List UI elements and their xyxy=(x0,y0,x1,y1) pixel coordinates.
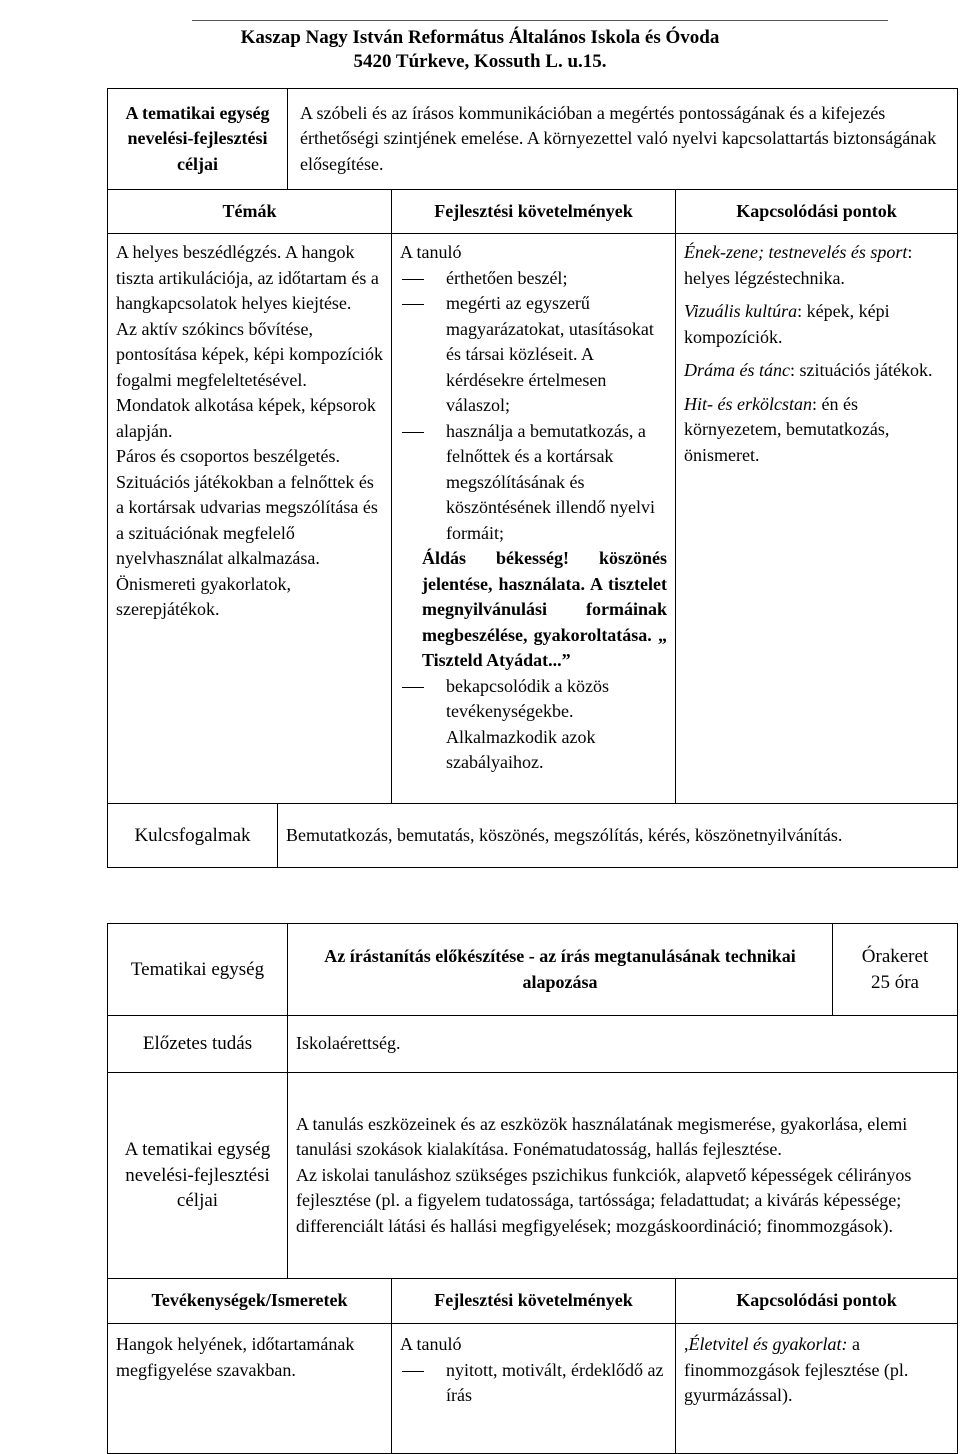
requirements-cell-2 xyxy=(392,1324,676,1454)
connections-cell-2 xyxy=(676,1324,958,1454)
connection-item xyxy=(684,392,949,469)
key-label: Kulcsfogalmak xyxy=(108,804,278,868)
section2 xyxy=(107,923,958,1454)
student-intro-2: A tanuló xyxy=(400,1334,462,1354)
section2-unit-table xyxy=(107,923,958,1016)
goals-label-2: A tematikai egység nevelési-fejlesztési céljai xyxy=(108,1073,288,1279)
connection-text: : helyes légzéstechnika. xyxy=(684,242,913,288)
requirement-item: használja a bemutatkozás, a felnőttek és a kortársak megszólításának és köszöntésének illendő nyelvi formáit; xyxy=(400,419,667,547)
connection-item xyxy=(684,358,949,384)
section1-goals-table xyxy=(107,88,958,190)
section2-main-table xyxy=(107,1278,958,1454)
topic-item: Páros és csoportos beszélgetés. xyxy=(116,446,340,466)
connections-cell xyxy=(676,234,958,804)
goals-cell-2 xyxy=(288,1073,958,1279)
prior-label: Előzetes tudás xyxy=(108,1016,288,1073)
requirements-list xyxy=(400,266,667,547)
requirement-item: nyitott, motivált, érdeklődő az írás xyxy=(400,1358,667,1409)
connection-text: a finommozgások fejlesztése (pl. gyurmázással). xyxy=(684,1334,909,1405)
requirements-cell xyxy=(392,234,676,804)
connection-text: : szituációs játékok. xyxy=(790,360,933,380)
header-connections-2: Kapcsolódási pontok xyxy=(676,1279,958,1324)
goals-label: A tematikai egység nevelési-fejlesztési céljai xyxy=(108,89,288,190)
connection-subject: Vizuális kultúra xyxy=(684,301,798,321)
hours-value: 25 óra xyxy=(870,971,919,993)
requirement-item: érthetően beszél; xyxy=(400,266,667,292)
topics-cell xyxy=(108,234,392,804)
connection-item xyxy=(684,299,949,350)
section2-prior-table xyxy=(107,1015,958,1073)
hours-label: Órakeret xyxy=(861,946,929,967)
student-intro: A tanuló xyxy=(400,242,462,262)
header-requirements-2: Fejlesztési követelmények xyxy=(392,1279,676,1324)
school-name: Kaszap Nagy István Református Általános Iskola és Óvoda xyxy=(240,27,720,48)
school-address: 5420 Túrkeve, Kossuth L. u.15. xyxy=(353,51,607,72)
goals-paragraph: Az iskolai tanuláshoz szükséges pszichikus funkciók, alapvető képességek célirányos fejlesztése (pl. a figyelem tudatossága, tartóssága; feladattudat; a kivárás képessége; differenciált látási és hallási megfigyelések; mozgáskoordináció; finommozgások). xyxy=(296,1164,912,1236)
topic-item: Az aktív szókincs bővítése, pontosítása képek, képi kompozíciók fogalmi megfeleltetésével. xyxy=(116,318,383,390)
connection-subject: Ének-zene; testnevelés és sport xyxy=(684,242,908,262)
connection-subject: Életvitel és gyakorlat: xyxy=(688,1334,848,1354)
section1 xyxy=(107,88,958,868)
header-rule xyxy=(192,20,888,21)
topic-item: A helyes beszédlégzés. A hangok tiszta artikulációja, az időtartam és a hangkapcsolatok helyes kiejtése. xyxy=(116,242,379,313)
connection-text: : képek, képi kompozíciók. xyxy=(684,301,890,347)
connection-text: : én és környezetem, bemutatkozás, önismeret. xyxy=(684,393,890,465)
goals-text: A szóbeli és az írásos kommunikációban a megértés pontosságának és a kifejezés érthetőségi szintjének emelése. A környezettel való nyelvi kapcsolattartás biztonságának elősegítése. xyxy=(288,89,958,190)
connection-subject: Hit- és erkölcstan xyxy=(684,393,812,414)
requirements-list-3 xyxy=(400,1358,667,1409)
school-header xyxy=(0,26,960,74)
header-activities: Tevékenységek/Ismeretek xyxy=(108,1279,392,1324)
activity-cell: Hangok helyének, időtartamának megfigyelése szavakban. xyxy=(108,1324,392,1454)
section1-key-table xyxy=(107,803,958,868)
topic-item: Szituációs játékokban a felnőttek és a kortársak udvarias megszólítása és a szituációnak megfelelő nyelvhasználat alkalmazása. xyxy=(116,471,378,568)
requirement-item: bekapcsolódik a közös tevékenységekbe. Alkalmazkodik azok szabályaihoz. xyxy=(400,674,667,776)
hours-cell xyxy=(833,924,958,1016)
goals-paragraph: A tanulás eszközeinek és az eszközök használatának megismerése, gyakorlása, elemi tanulási szokások kialakítása. Fonématudatosság, hallás fejlesztése. xyxy=(296,1113,908,1160)
section2-goals-table xyxy=(107,1072,958,1279)
connection-prefix: , xyxy=(684,1334,689,1354)
header-requirements: Fejlesztési követelmények xyxy=(392,190,676,234)
greeting-note: Áldás békesség! köszönés jelentése, használata. A tisztelet megnyilvánulási formáinak megbeszélése, gyakoroltatása. „ Tiszteld Atyádat...” xyxy=(422,548,667,670)
topic-item: Önismereti gyakorlatok, szerepjátékok. xyxy=(116,573,291,619)
header-connections: Kapcsolódási pontok xyxy=(676,190,958,234)
connection-item xyxy=(684,240,949,291)
header-topics: Témák xyxy=(108,190,392,234)
requirements-list-2 xyxy=(400,674,667,776)
unit-label: Tematikai egység xyxy=(108,924,288,1016)
section1-main-table xyxy=(107,189,958,804)
requirement-item: megérti az egyszerű magyarázatokat, utasításokat és társai közléseit. A kérdésekre értelmesen válaszol; xyxy=(400,291,667,419)
connection-subject: Dráma és tánc xyxy=(684,360,790,380)
unit-title: Az írástanítás előkészítése - az írás megtanulásának technikai alapozása xyxy=(288,924,833,1016)
topic-item: Mondatok alkotása képek, képsorok alapján. xyxy=(116,395,376,441)
prior-text: Iskolaérettség. xyxy=(288,1016,958,1073)
key-text: Bemutatkozás, bemutatás, köszönés, megszólítás, kérés, köszönetnyilvánítás. xyxy=(278,804,958,868)
